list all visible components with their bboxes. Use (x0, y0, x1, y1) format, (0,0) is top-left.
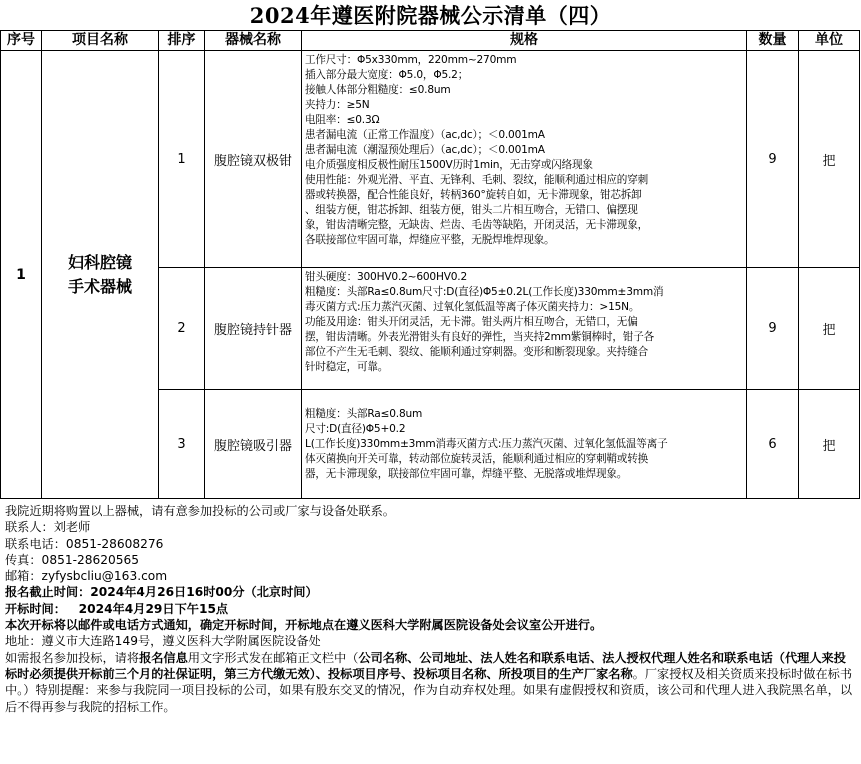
intro-text: 我院近期将购置以上器械，请有意参加投标的公司或厂家与设备处联系。 (5, 504, 395, 518)
row-device-name: 腹腔镜持针器 (205, 268, 302, 390)
instructions-part: 报名信息 (139, 650, 188, 665)
spec-line: 夹持力：≥5N (305, 99, 370, 111)
spec-line: 电介质强度相反极性耐压1500V历时1min，无击穿或闪络现象 (305, 159, 593, 171)
row-unit: 把 (799, 268, 860, 390)
spec-line: 部位不产生无毛刺、裂纹、能顺利通过穿刺器。变形和断裂现象。夹持缝合 (305, 346, 648, 358)
row-order: 1 (159, 51, 205, 268)
instructions-part: 。厂家授权及相关资质来投标时做在标书中。）特别提醒：来参与我院同一项目投标的公司，如果有股东交叉的情况，作为自动弃权处理。如果有虚假授权和资质，该公司和代理人进入我院黑名单，以后不得再参与我院的招标工作。 (5, 666, 853, 714)
row-spec (302, 390, 747, 499)
spec-line: 钳头硬度：300HV0.2~600HV0.2 (305, 271, 468, 283)
spec-line: 象，钳齿清晰完整，无缺齿、烂齿、毛齿等缺陷，开闭灵活，无卡滞现象， (305, 219, 648, 231)
group-project-name (42, 51, 159, 499)
spec-line: 尺寸:D(直径)Φ5+0.2 (305, 422, 406, 435)
spec-line: 器或转换器，配合性能良好，转柄360°旋转自如，无卡滞现象，钳芯拆卸 (305, 189, 642, 201)
instructions-part: 如需报名参加投标，请将 (5, 650, 140, 665)
notice-section (5, 503, 857, 715)
header-project-name: 项目名称 (42, 31, 159, 51)
row-unit: 把 (799, 390, 860, 499)
header-seq: 序号 (1, 31, 42, 51)
page-title: 2024年遵医附院器械公示清单（四） (249, 3, 612, 28)
spec-line: 工作尺寸：Φ5x330mm，220mm~270mm (305, 54, 517, 66)
row-device-name: 腹腔镜双极钳 (205, 51, 302, 268)
row-qty: 9 (747, 268, 799, 390)
spec-line: 体灭菌换向开关可靠，转动部位旋转灵活，能顺利通过相应的穿刺鞘或转换 (305, 452, 648, 465)
row-unit: 把 (799, 51, 860, 268)
spec-line: 使用性能：外观光滑、平直、无锋利、毛刺、裂纹，能顺利通过相应的穿刺 (305, 174, 648, 186)
spec-line: 各联接部位牢固可靠，焊缝应平整，无脱焊堆焊现象。 (305, 234, 555, 246)
contact-person: 联系人：刘老师 (5, 520, 91, 535)
spec-line: 功能及用途：钳头开闭灵活，无卡滞。钳头两片相互吻合，无错口，无偏 (305, 316, 638, 328)
registration-deadline: 报名截止时间：2024年4月26日16时00分（北京时间） (5, 585, 318, 600)
spec-line: 粗糙度：头部Ra≤0.8um (305, 407, 423, 420)
header-device-name: 器械名称 (205, 31, 302, 51)
header-order: 排序 (159, 31, 205, 51)
header-spec: 规格 (302, 31, 747, 51)
table-row (1, 51, 860, 268)
row-qty: 6 (747, 390, 799, 499)
spec-line: 针时稳定，可靠。 (305, 361, 389, 373)
contact-email[interactable]: 邮箱：zyfysbcliu@163.com (5, 569, 168, 584)
contact-phone: 联系电话：0851-28608276 (5, 536, 164, 551)
row-qty: 9 (747, 51, 799, 268)
bid-opening-time: 开标时间： 2024年4月29日下午15点 (5, 601, 229, 616)
spec-line: 插入部分最大宽度：Φ5.0，Φ5.2； (305, 69, 469, 81)
row-order: 2 (159, 268, 205, 390)
instructions-part: 用文字形式发在邮箱正文栏中（ (187, 650, 359, 665)
spec-line: L(工作长度)330mm±3mm消毒灭菌方式:压力蒸汽灭菌、过氧化氢低温等离子 (305, 437, 668, 450)
contact-fax: 传真：0851-28620565 (5, 552, 140, 567)
spec-line: 患者漏电流（潮湿预处理后）（ac,dc）；＜0.001mA (305, 144, 545, 156)
address-text: 地址：遵义市大连路149号，遵义医科大学附属医院设备处 (5, 634, 321, 649)
spec-line: 患者漏电流（正常工作温度）（ac,dc）；＜0.001mA (305, 129, 545, 141)
project-name-line1: 妇科腔镜 (67, 252, 132, 272)
opening-notice: 本次开标将以邮件或电话方式通知，确定开标时间，开标地点在遵义医科大学附属医院设备处会议室公开进行。 (5, 618, 603, 633)
header-unit: 单位 (799, 31, 860, 51)
spec-line: 器，无卡滞现象，联接部位牢固可靠，焊缝平整、无脱落或堆焊现象。 (305, 467, 628, 480)
spec-line: 摆，钳齿清晰。外表光滑钳头有良好的弹性，当夹持2mm紫铜棒时，钳子各 (305, 331, 654, 343)
equipment-table (0, 30, 860, 499)
row-order: 3 (159, 390, 205, 499)
row-spec (302, 268, 747, 390)
header-qty: 数量 (747, 31, 799, 51)
project-name-line2: 手术器械 (67, 276, 132, 296)
spec-line: 电阻率：≤0.3Ω (305, 114, 380, 126)
spec-line: 粗糙度：头部Ra≤0.8um尺寸:D(直径)Φ5±0.2L(工作长度)330mm±3mm消 (305, 286, 664, 298)
spec-line: 毒灭菌方式:压力蒸汽灭菌、过氧化氢低温等离子体灭菌夹持力：>15N。 (305, 301, 640, 313)
spec-line: 、组装方便，钳芯拆卸、组装方便，钳头二片相互吻合，无错口、偏摆现 (305, 204, 638, 216)
group-seq: 1 (1, 51, 42, 499)
instructions-part: 公司名称、公司地址、法人姓名和联系电话、法人授权代理人姓名和联系电话（代理人来投标时必须提供开标前三个月的社保证明，第三方代缴无效）、投标项目序号、投标项目名称、所投项目的生产厂家名称 (5, 650, 846, 681)
registration-instructions (5, 650, 857, 715)
row-spec (302, 51, 747, 268)
row-device-name: 腹腔镜吸引器 (205, 390, 302, 499)
spec-line: 接触人体部分粗糙度：≤0.8um (305, 84, 451, 96)
header-row (1, 31, 860, 51)
